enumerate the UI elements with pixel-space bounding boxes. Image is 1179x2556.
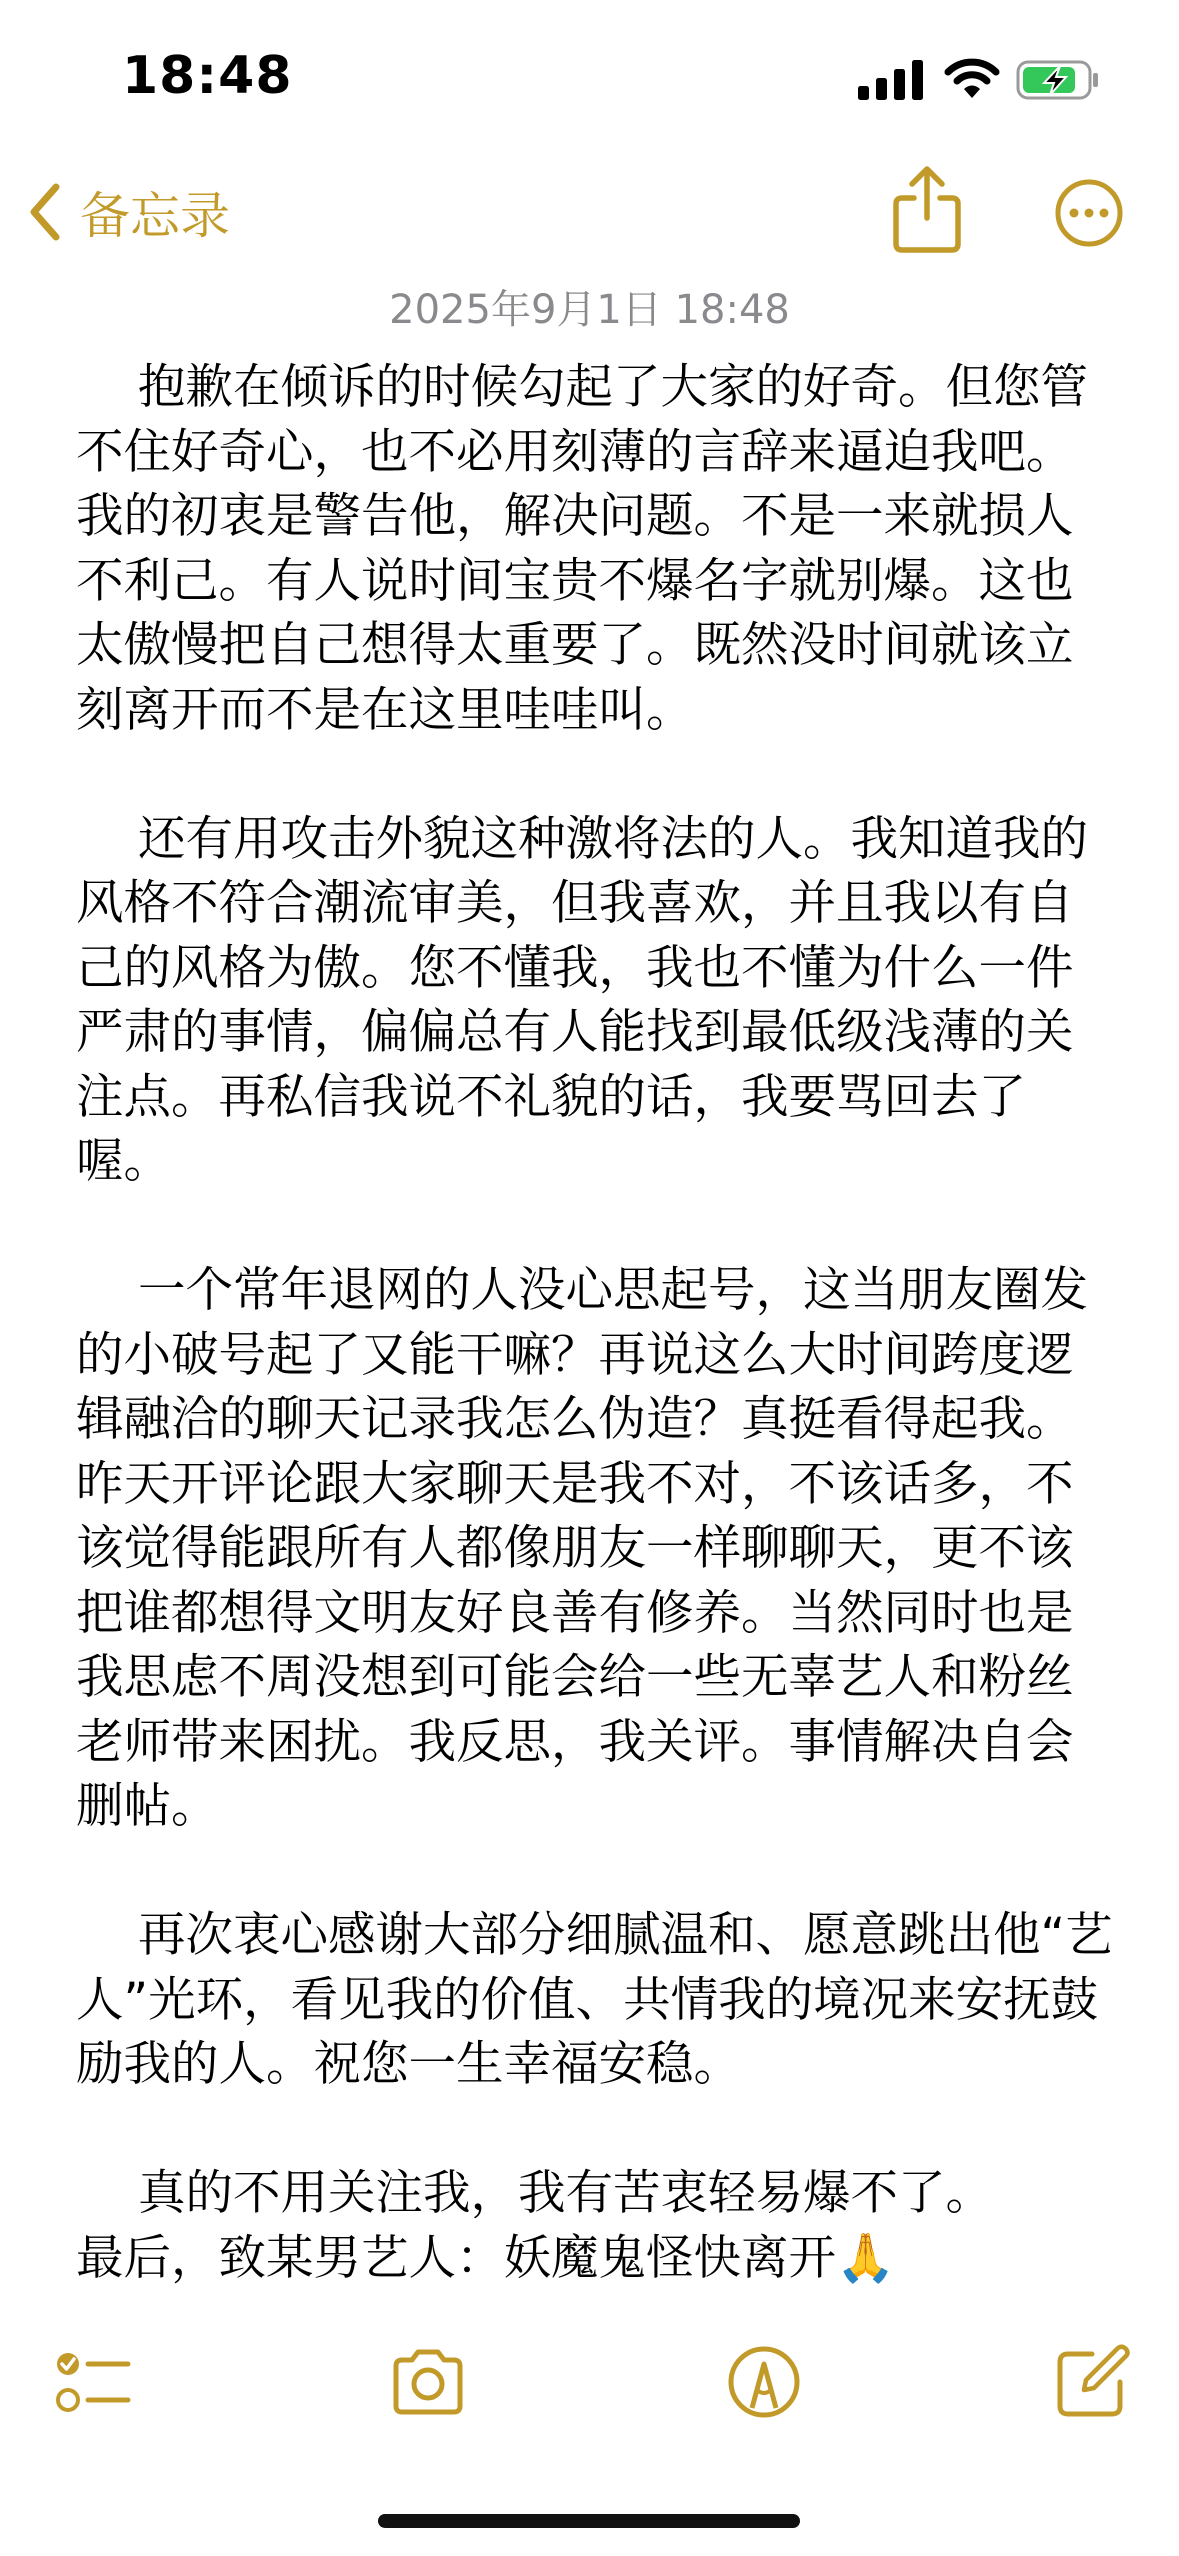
wifi-icon xyxy=(944,56,1000,100)
note-paragraph: 再次衷心感谢大部分细腻温和、愿意跳出他“艺人”光环，看见我的价值、共情我的境况来安抚鼓励我的人。祝您一生幸福安稳。 xyxy=(76,1908,1113,2092)
checklist-icon[interactable] xyxy=(54,2342,134,2422)
cellular-signal-icon xyxy=(858,60,924,100)
markup-pen-icon[interactable] xyxy=(724,2342,804,2422)
back-label: 备忘录 xyxy=(80,187,230,245)
note-paragraph: 一个常年退网的人没心思起号，这当朋友圈发的小破号起了又能干嘛？再说这么大时间跨度逻辑融洽的聊天记录我怎么伪造？真挺看得起我。昨天开评论跟大家聊天是我不对，不该话多，不该觉得能跟所有人都像朋友一样聊聊天，更不该把谁都想得文明友好良善有修养。当然同时也是我思虑不周没想到可能会给一些无辜艺人和粉丝老师带来困扰。我反思，我关评。事情解决自会删帖。 xyxy=(76,1263,1088,1834)
compose-icon[interactable] xyxy=(1052,2342,1132,2422)
more-options-icon[interactable] xyxy=(1054,178,1124,248)
status-time: 18:48 xyxy=(122,46,293,106)
chevron-left-icon xyxy=(24,181,66,243)
note-date: 2025年9月1日 18:48 xyxy=(389,287,790,333)
battery-charging-icon xyxy=(1016,58,1100,102)
camera-icon[interactable] xyxy=(388,2342,468,2422)
note-paragraph: 真的不用关注我，我有苦衷轻易爆不了。 最后，致某男艺人：妖魔鬼怪快离开🙏 xyxy=(76,2166,993,2286)
home-indicator[interactable] xyxy=(378,2514,800,2528)
note-body[interactable] xyxy=(76,356,1116,2291)
note-paragraph: 抱歉在倾诉的时候勾起了大家的好奇。但您管不住好奇心，也不必用刻薄的言辞来逼迫我吧。我的初衷是警告他，解决问题。不是一来就损人不利己。有人说时间宝贵不爆名字就别爆。这也太傲慢把自己想得太重要了。既然没时间就该立刻离开而不是在这里哇哇叫。 xyxy=(76,360,1088,738)
share-icon[interactable] xyxy=(890,164,964,254)
back-button[interactable] xyxy=(24,176,230,248)
note-paragraph: 还有用攻击外貌这种激将法的人。我知道我的风格不符合潮流审美，但我喜欢，并且我以有自己的风格为傲。您不懂我，我也不懂为什么一件严肃的事情，偏偏总有人能找到最低级浅薄的关注点。再私信我说不礼貌的话，我要骂回去了喔。 xyxy=(76,811,1088,1189)
